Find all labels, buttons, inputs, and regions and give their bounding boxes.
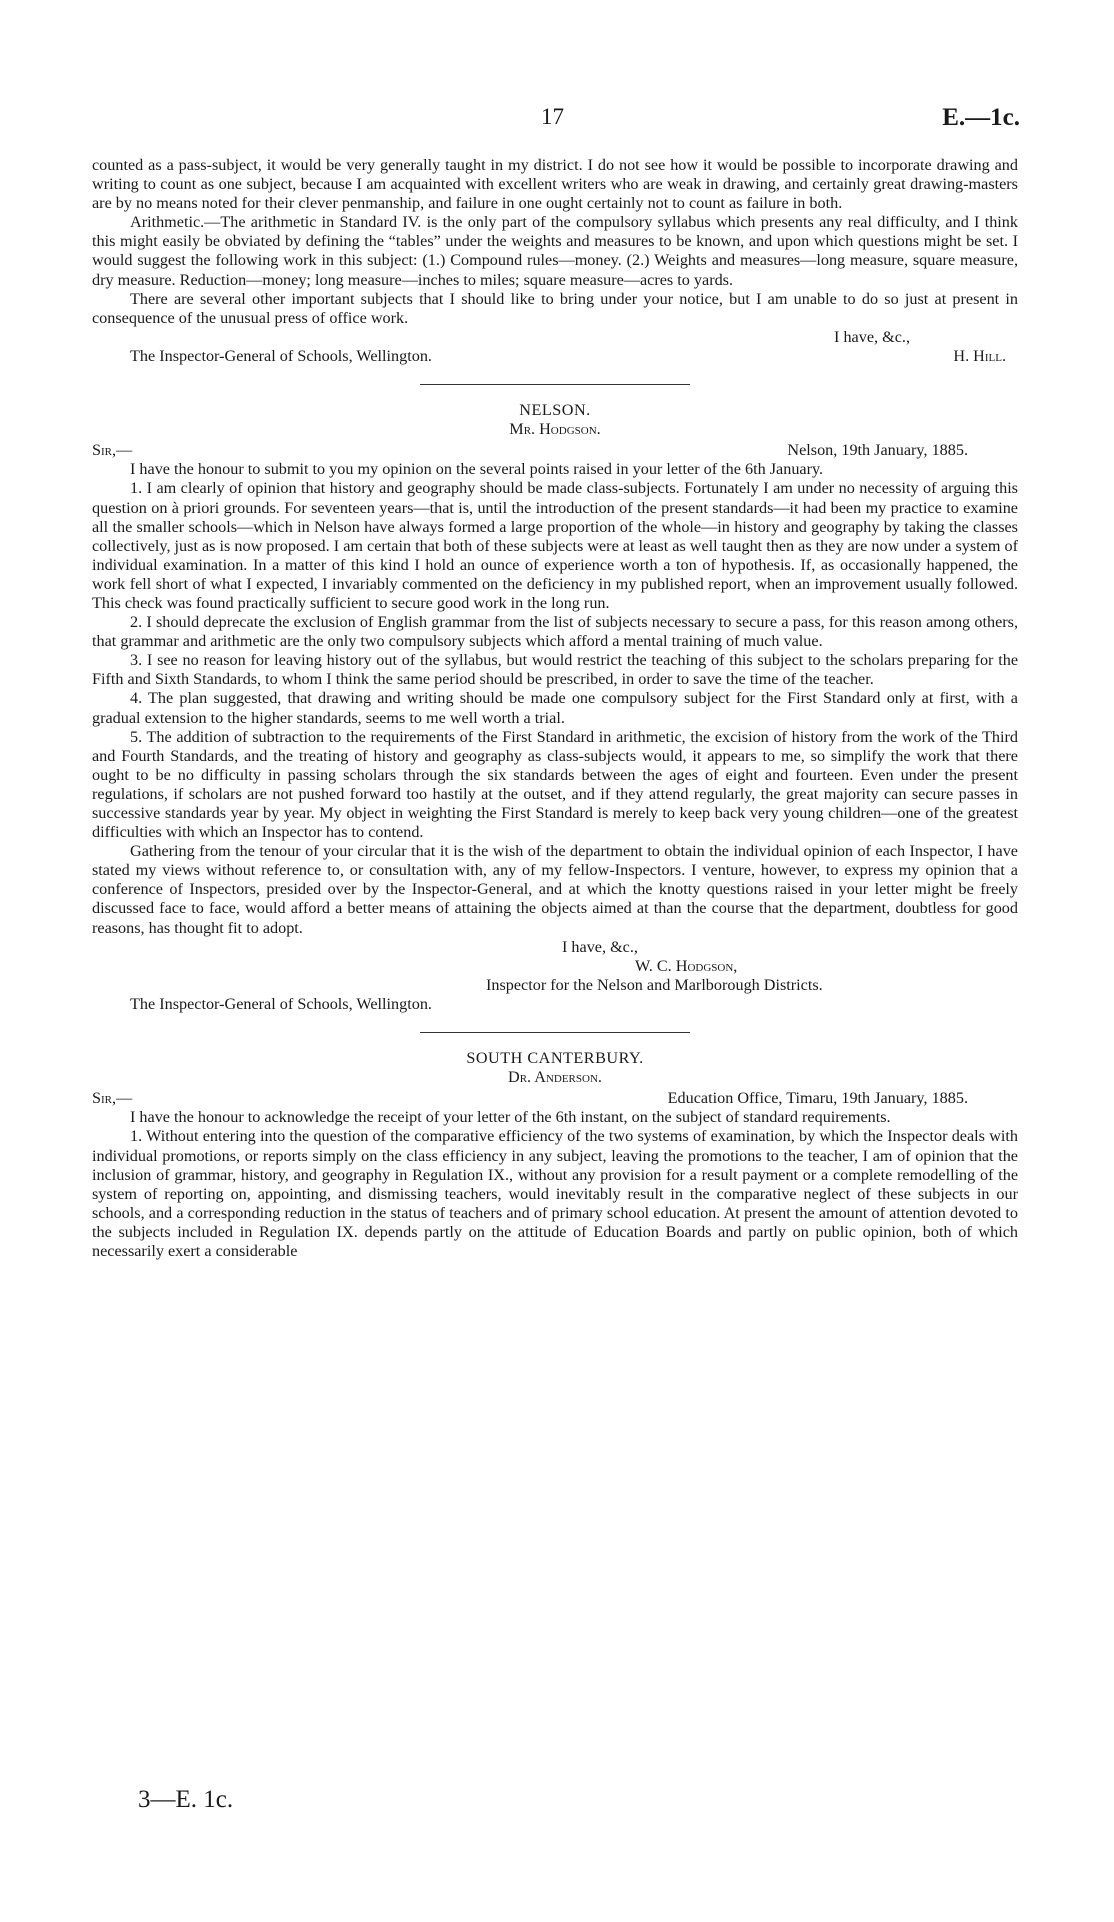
- signer-name: W. C. Hodgson,: [635, 956, 738, 975]
- inspector-name: Mr. Hodgson.: [509, 420, 601, 439]
- inspector-name: Dr. Anderson.: [508, 1068, 602, 1087]
- signer-title: Inspector for the Nelson and Marlborough Districts.: [486, 975, 823, 994]
- salutation: Sir,—: [92, 441, 133, 460]
- addressee: The Inspector-General of Schools, Wellington.: [130, 346, 432, 365]
- paragraph: I have the honour to submit to you my opinion on the several points raised in your letter of the 6th January.: [130, 460, 824, 479]
- salutation-row: [92, 441, 1018, 460]
- place-date: Nelson, 19th January, 1885.: [787, 441, 968, 460]
- section-divider: [420, 384, 690, 385]
- place-date: Education Office, Timaru, 19th January, 1885.: [667, 1089, 968, 1108]
- paragraph: There are several other important subjects that I should like to bring under your notice, but I am unable to do so just at present in consequence of the unusual press of office work.: [92, 289, 1018, 327]
- signature-row: [92, 347, 1018, 366]
- closing-line: I have, &c.,: [834, 327, 910, 346]
- salutation: Sir,—: [92, 1089, 133, 1108]
- page-number: 17: [541, 104, 564, 129]
- document-body: [92, 156, 1018, 1261]
- paragraph: 1. Without entering into the question of the comparative efficiency of the two systems of examination, by which the Inspector deals with individual promotions, or reports simply on the class efficiency in any subject, leaving the promotions to the teacher, I am of opinion that the inclusion of grammar, history, and geography in Regulation IX., without any provision for a result payment or a complete remodelling of the system of reporting on, appointing, and dismissing teachers, would inevitably result in the comparative neglect of these subjects in our schools, and a corresponding reduction in the status of teachers and of primary school education. At present the amount of attention devoted to the subjects included in Regulation IX. depends partly on the attitude of Education Boards and partly on public opinion, both of which necessarily exert a considerable: [92, 1127, 1018, 1260]
- signer-name: H. Hill.: [953, 346, 1006, 365]
- salutation-row: [92, 1089, 1018, 1108]
- section-heading: NELSON.: [519, 401, 591, 420]
- closing-line: I have, &c.,: [562, 937, 638, 956]
- paragraph: 5. The addition of subtraction to the requirements of the First Standard in arithmetic, the excision of history from the work of the Third and Fourth Standards, and the treating of history and geography as class-subjects would, it appears to me, so simplify the work that there ought to be no difficulty in passing scholars through the six standards between the ages of eight and fourteen. Even under the present regulations, if scholars are not pushed forward too hastily at the outset, and if they attend regularly, the great majority can secure passes in successive standards year by year. My object in weighting the First Standard is merely to keep back very young children—one of the greatest difficulties with which an Inspector has to contend.: [92, 727, 1018, 842]
- sheet-reference: 3—E. 1c.: [138, 1786, 234, 1813]
- paragraph: 1. I am clearly of opinion that history and geography should be made class-subjects. Fortunately I am under no necessity of arguing this question on à priori grounds. For seventeen years—that is, until the introduction of the present standards—it had been my practice to examine all the smaller schools—which in Nelson have always formed a large proportion of the whole—in history and geography by taking the classes collectively, just as is now proposed. I am certain that both of these subjects were at least as well taught then as they are now under a system of individual examination. In a matter of this kind I hold an ounce of experience worth a ton of hypothesis. If, as occasionally happened, the work fell short of what I expected, I invariably commented on the deficiency in my published report, when an improvement usually followed. This check was found practically sufficient to secure good work in the long run.: [92, 479, 1018, 612]
- paragraph: counted as a pass-subject, it would be very generally taught in my district. I do not see how it would be possible to incorporate drawing and writing to count as one subject, because I am acquainted with excellent writers who are weak in drawing, and certainly great drawing-masters are by no means noted for their clever penmanship, and failure in one ought certainly not to count as failure in both.: [92, 156, 1018, 213]
- paragraph: 3. I see no reason for leaving history out of the syllabus, but would restrict the teaching of this subject to the scholars preparing for the Fifth and Sixth Standards, to whom I think the same period should be prescribed, in order to save the time of the teacher.: [92, 651, 1018, 689]
- page-header: [0, 104, 1114, 134]
- paragraph: Arithmetic.—The arithmetic in Standard IV. is the only part of the compulsory syllabus which presents any real difficulty, and I think this might easily be obviated by defining the “tables” under the weights and measures to be known, and upon which questions might be set. I would suggest the following work in this subject: (1.) Compound rules—money. (2.) Weights and measures—long measure, square measure, dry measure. Reduction—money; long measure—inches to miles; square measure—acres to yards.: [92, 213, 1018, 289]
- section-divider: [420, 1032, 690, 1033]
- paragraph: I have the honour to acknowledge the receipt of your letter of the 6th instant, on the subject of standard requirements.: [130, 1108, 891, 1127]
- section-heading: SOUTH CANTERBURY.: [466, 1049, 644, 1068]
- addressee: The Inspector-General of Schools, Wellington.: [130, 994, 432, 1013]
- paragraph: 4. The plan suggested, that drawing and writing should be made one compulsory subject for the First Standard only at first, with a gradual extension to the higher standards, seems to me well worth a trial.: [92, 689, 1018, 727]
- paragraph: 2. I should deprecate the exclusion of English grammar from the list of subjects necessary to secure a pass, for this reason among others, that grammar and arithmetic are the only two compulsory subjects which afford a mental training of much value.: [92, 613, 1018, 651]
- paragraph: Gathering from the tenour of your circular that it is the wish of the department to obtain the individual opinion of each Inspector, I have stated my views without reference to, or consultation with, any of my fellow-Inspectors. I venture, however, to express my opinion that a conference of Inspectors, presided over by the Inspector-General, and at which the knotty questions raised in your letter might be freely discussed face to face, would afford a better means of attaining the objects aimed at than the course that the department, doubtless for good reasons, has thought fit to adopt.: [92, 842, 1018, 937]
- document-reference: E.—1c.: [942, 104, 1020, 131]
